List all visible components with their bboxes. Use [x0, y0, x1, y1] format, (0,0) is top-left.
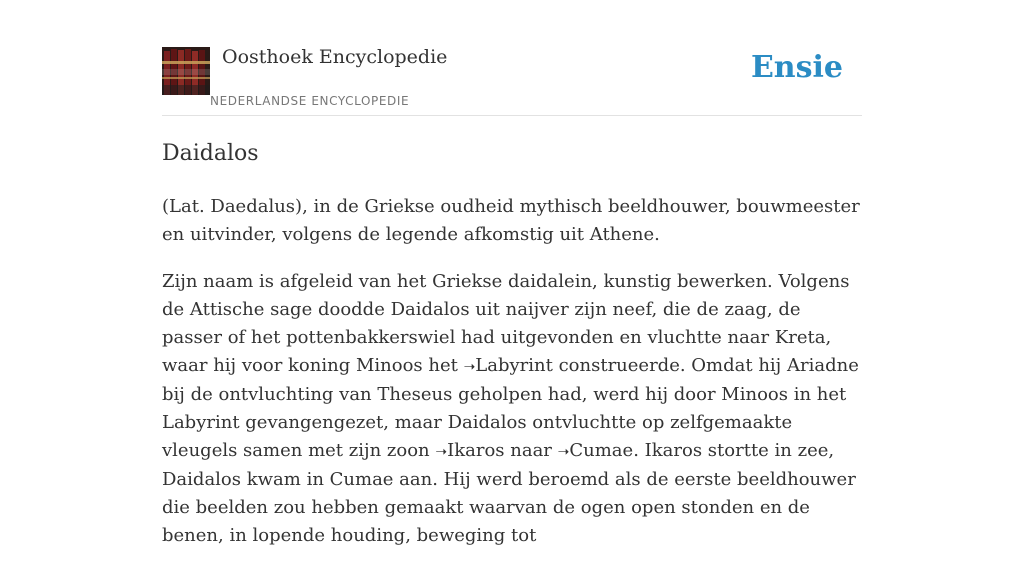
body-text-4: . Ikaros stortte in zee, Daidalos kwam in Cumae aan. Hij werd beroemd als de eerste beeldhouwer die beelden zou hebben gemaakt waarvan de ogen open stonden en de benen, in lopende houding, beweging tot: [162, 440, 856, 546]
arrow-right-icon: ➝: [557, 444, 570, 460]
body-text-2: construeerde. Omdat hij Ariadne bij de ontvluchting van Theseus geholpen had, werd hij door Minoos in het Labyrint gevangengezet, maar Daidalos ontvluchtte op zelfgemaakte vleugels samen met zijn zoon: [162, 355, 859, 461]
xref-link-labyrint[interactable]: [464, 355, 553, 376]
arrow-right-icon: ➝: [463, 359, 476, 375]
xref-label-cumae: Cumae: [569, 440, 634, 461]
arrow-right-icon: ➝: [435, 444, 448, 460]
xref-link-cumae[interactable]: [558, 440, 634, 461]
article: [162, 138, 862, 569]
xref-link-ikaros[interactable]: [435, 440, 504, 461]
site-title-link[interactable]: Oosthoek Encyclopedie: [222, 46, 448, 68]
book-spines-icon[interactable]: [162, 47, 210, 95]
body-text-1: Zijn naam is afgeleid van het Griekse daidalein, kunstig bewerken. Volgens de Attische sage doodde Daidalos uit naijver zijn neef, die de zaag, de passer of het pottenbakkerswiel had uitgevonden en vluchtte naar Kreta, waar hij voor koning Minoos het: [162, 271, 850, 376]
article-title: Daidalos: [162, 141, 259, 166]
xref-label-labyrint: Labyrint: [475, 355, 553, 376]
article-body: [162, 268, 862, 550]
body-text-3: naar: [504, 440, 558, 461]
site-subtitle: NEDERLANDSE ENCYCLOPEDIE: [210, 94, 410, 108]
brand-logo-link[interactable]: Ensie: [750, 50, 843, 85]
site-header: [162, 44, 862, 116]
xref-label-ikaros: Ikaros: [447, 440, 505, 461]
article-intro: (Lat. Daedalus), in de Griekse oudheid mythisch beeldhouwer, bouwmeester en uitvinder, volgens de legende afkomstig uit Athene.: [162, 196, 860, 245]
